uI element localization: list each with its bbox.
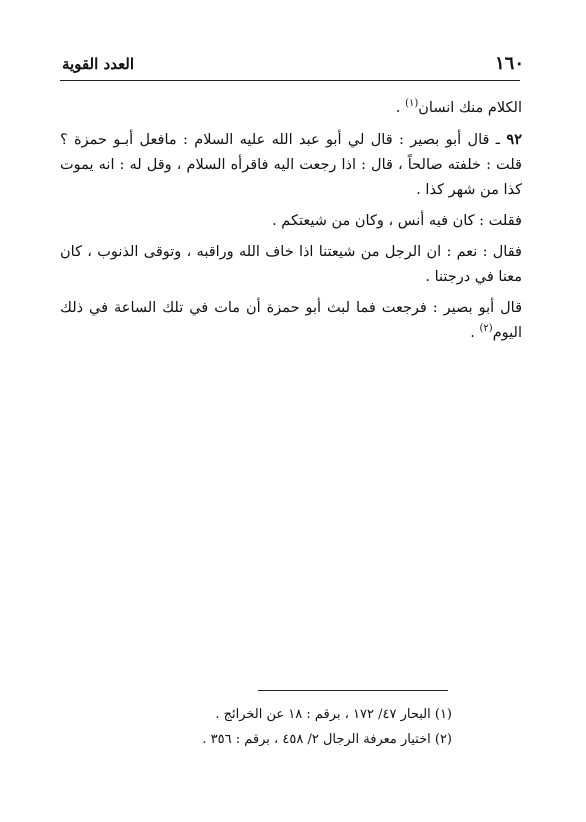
main-text: [60, 96, 522, 352]
paragraph-5-end: .: [470, 325, 480, 341]
paragraph-2-text: ـ قال أبو بصير : قال لي أبو عبد الله عليه السلام : مافعل أبـو حمزة ؟ قلت : خلفته صالحاً ، قال : اذا رجعت اليه فاقرأه السلام ، وقل له : انه يموت كذا من شهر كذا .: [60, 132, 522, 198]
paragraph-4-text: فقال : نعم : ان الرجل من شيعتنا اذا خاف الله وراقبه ، وتوقى الذنوب ، كان معنا في درجتنا .: [60, 244, 522, 285]
footnote-ref-2: (٢): [479, 323, 493, 335]
paragraph-3-text: فقلت : كان فيه أنس ، وكان من شيعتكم .: [272, 213, 522, 229]
footnote-1: (١) البحار ٤٧/ ١٧٢ ، برقم : ١٨ عن الخرائج .: [215, 707, 452, 722]
paragraph-4: [60, 240, 522, 290]
footnote-rule: [258, 690, 448, 691]
paragraph-1-text: الكلام منك انسان: [418, 100, 522, 116]
footnote-ref-1: (١): [405, 98, 419, 110]
paragraph-3: [60, 209, 522, 234]
paragraph-5: [60, 296, 522, 346]
hadith-number: ٩٢: [506, 131, 522, 148]
running-title: العدد القوية: [62, 55, 135, 73]
paragraph-1-end: .: [395, 100, 406, 116]
page-number: ١٦٠: [494, 53, 524, 74]
paragraph-1: [60, 96, 522, 121]
header-rule: [60, 80, 520, 81]
paragraph-5-text: قال أبو بصير : فرجعت فما لبث أبو حمزة أن مات في تلك الساعة في ذلك اليوم: [60, 300, 522, 341]
footnote-2: (٢) اختيار معرفة الرجال ٢/ ٤٥٨ ، برقم : ٣٥٦ .: [202, 732, 452, 747]
paragraph-2: [60, 127, 522, 203]
footnotes: [60, 702, 452, 752]
